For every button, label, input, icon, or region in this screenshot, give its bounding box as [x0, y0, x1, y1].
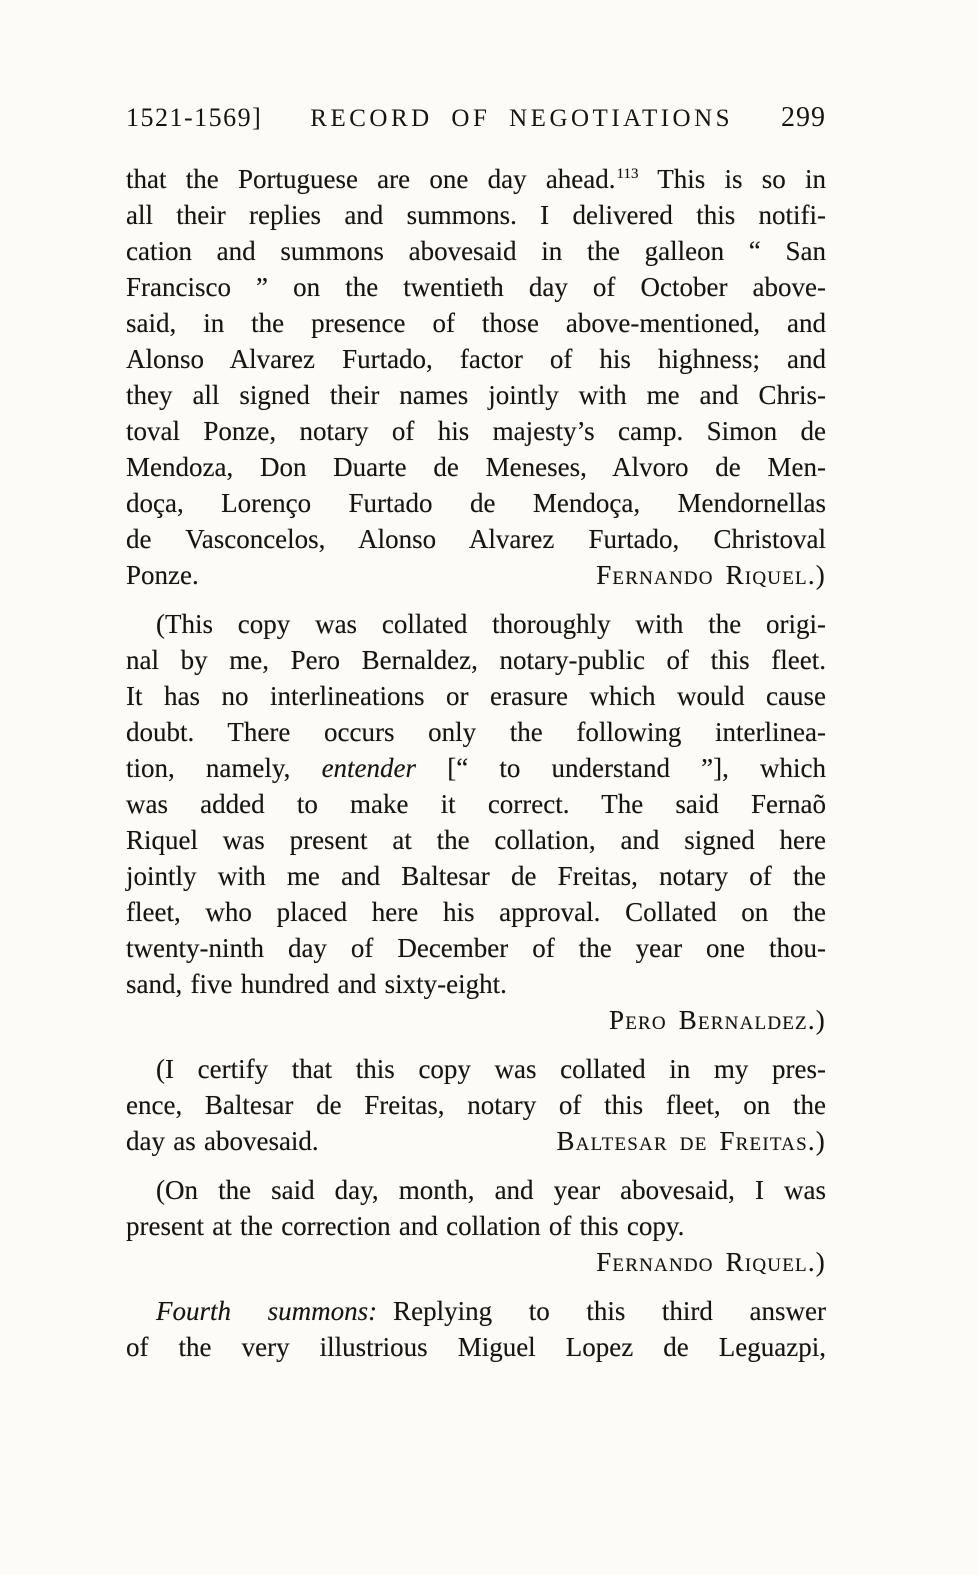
text-line: fleet, who placed here his approval. Collated on the [126, 897, 826, 927]
text-line: (On the said day, month, and year abovesaid, I was [156, 1175, 826, 1205]
paragraph-2 [126, 606, 826, 1038]
signature-fernando-riquel: Fernando Riquel.) [596, 560, 826, 590]
text-segment: This is so in [657, 164, 826, 194]
text-line: jointly with me and Baltesar de Freitas, notary of the [126, 861, 826, 891]
signature-pero-bernaldez: Pero Bernaldez.) [609, 1005, 826, 1035]
text-segment: Replying to this third answer [393, 1296, 826, 1326]
text-line: Riquel was present at the collation, and signed here [126, 825, 826, 855]
text-segment: tion, namely, [126, 753, 291, 783]
text-line: de Vasconcelos, Alonso Alvarez Furtado, Christoval [126, 524, 826, 554]
text-line: Francisco ” on the twentieth day of October above- [126, 272, 826, 302]
text-line: twenty-ninth day of December of the year one thou- [126, 933, 826, 963]
text-line [126, 1293, 826, 1329]
italic-entender: entender [321, 753, 417, 783]
paragraph-1 [126, 161, 826, 593]
text-line: they all signed their names jointly with me and Chris- [126, 380, 826, 410]
text-line: present at the correction and collation of this copy. [126, 1211, 685, 1241]
signature-line [126, 1002, 826, 1038]
italic-fourth-summons: Fourth summons: [156, 1296, 378, 1326]
text-line: toval Ponze, notary of his majesty’s camp. Simon de [126, 416, 826, 446]
text-line: ence, Baltesar de Freitas, notary of this fleet, on the [126, 1090, 826, 1120]
text-line [126, 161, 826, 197]
text-line: said, in the presence of those above-mentioned, and [126, 308, 826, 338]
text-line: Mendoza, Don Duarte de Meneses, Alvoro de Men- [126, 452, 826, 482]
signature-fernando-riquel: Fernando Riquel.) [596, 1247, 826, 1277]
text-line [126, 750, 826, 786]
text-segment: Ponze. [126, 560, 199, 590]
text-segment: [“ to understand ”], which [447, 753, 827, 783]
text-segment: day as abovesaid. [126, 1126, 319, 1156]
text-line: (This copy was collated thoroughly with the origi- [156, 609, 826, 639]
running-title: RECORD OF NEGOTIATIONS [310, 105, 734, 132]
paragraph-4 [126, 1172, 826, 1280]
paragraph-5 [126, 1293, 826, 1365]
text-line: nal by me, Pero Bernaldez, notary-public of this fleet. [126, 645, 826, 675]
signature-line [126, 1123, 826, 1159]
text-line: It has no interlineations or erasure which would cause [126, 681, 826, 711]
signature-line [126, 557, 826, 593]
date-range: 1521-1569] [126, 103, 263, 132]
text-line: doça, Lorenço Furtado de Mendoça, Mendornellas [126, 488, 826, 518]
paragraph-3 [126, 1051, 826, 1159]
text-line: (I certify that this copy was collated in my pres- [156, 1054, 826, 1084]
text-line: cation and summons abovesaid in the galleon “ San [126, 236, 826, 266]
text-line: all their replies and summons. I delivered this notifi- [126, 200, 826, 230]
text-line: was added to make it correct. The said Fernaõ [126, 789, 826, 819]
signature-line [126, 1244, 826, 1280]
text-line: of the very illustrious Miguel Lopez de Leguazpi, [126, 1332, 826, 1362]
text-line: doubt. There occurs only the following interlinea- [126, 717, 826, 747]
text-segment: that the Portuguese are one day ahead. [126, 164, 616, 194]
text-line: Alonso Alvarez Furtado, factor of his highness; and [126, 344, 826, 374]
text-line: sand, five hundred and sixty-eight. [126, 969, 507, 999]
running-head [126, 102, 826, 134]
page-number: 299 [781, 102, 826, 133]
page-body [126, 161, 826, 1365]
text-block [126, 102, 826, 1365]
signature-baltesar-de-freitas: Baltesar de Freitas.) [556, 1126, 826, 1156]
footnote-reference: 113 [616, 166, 639, 182]
